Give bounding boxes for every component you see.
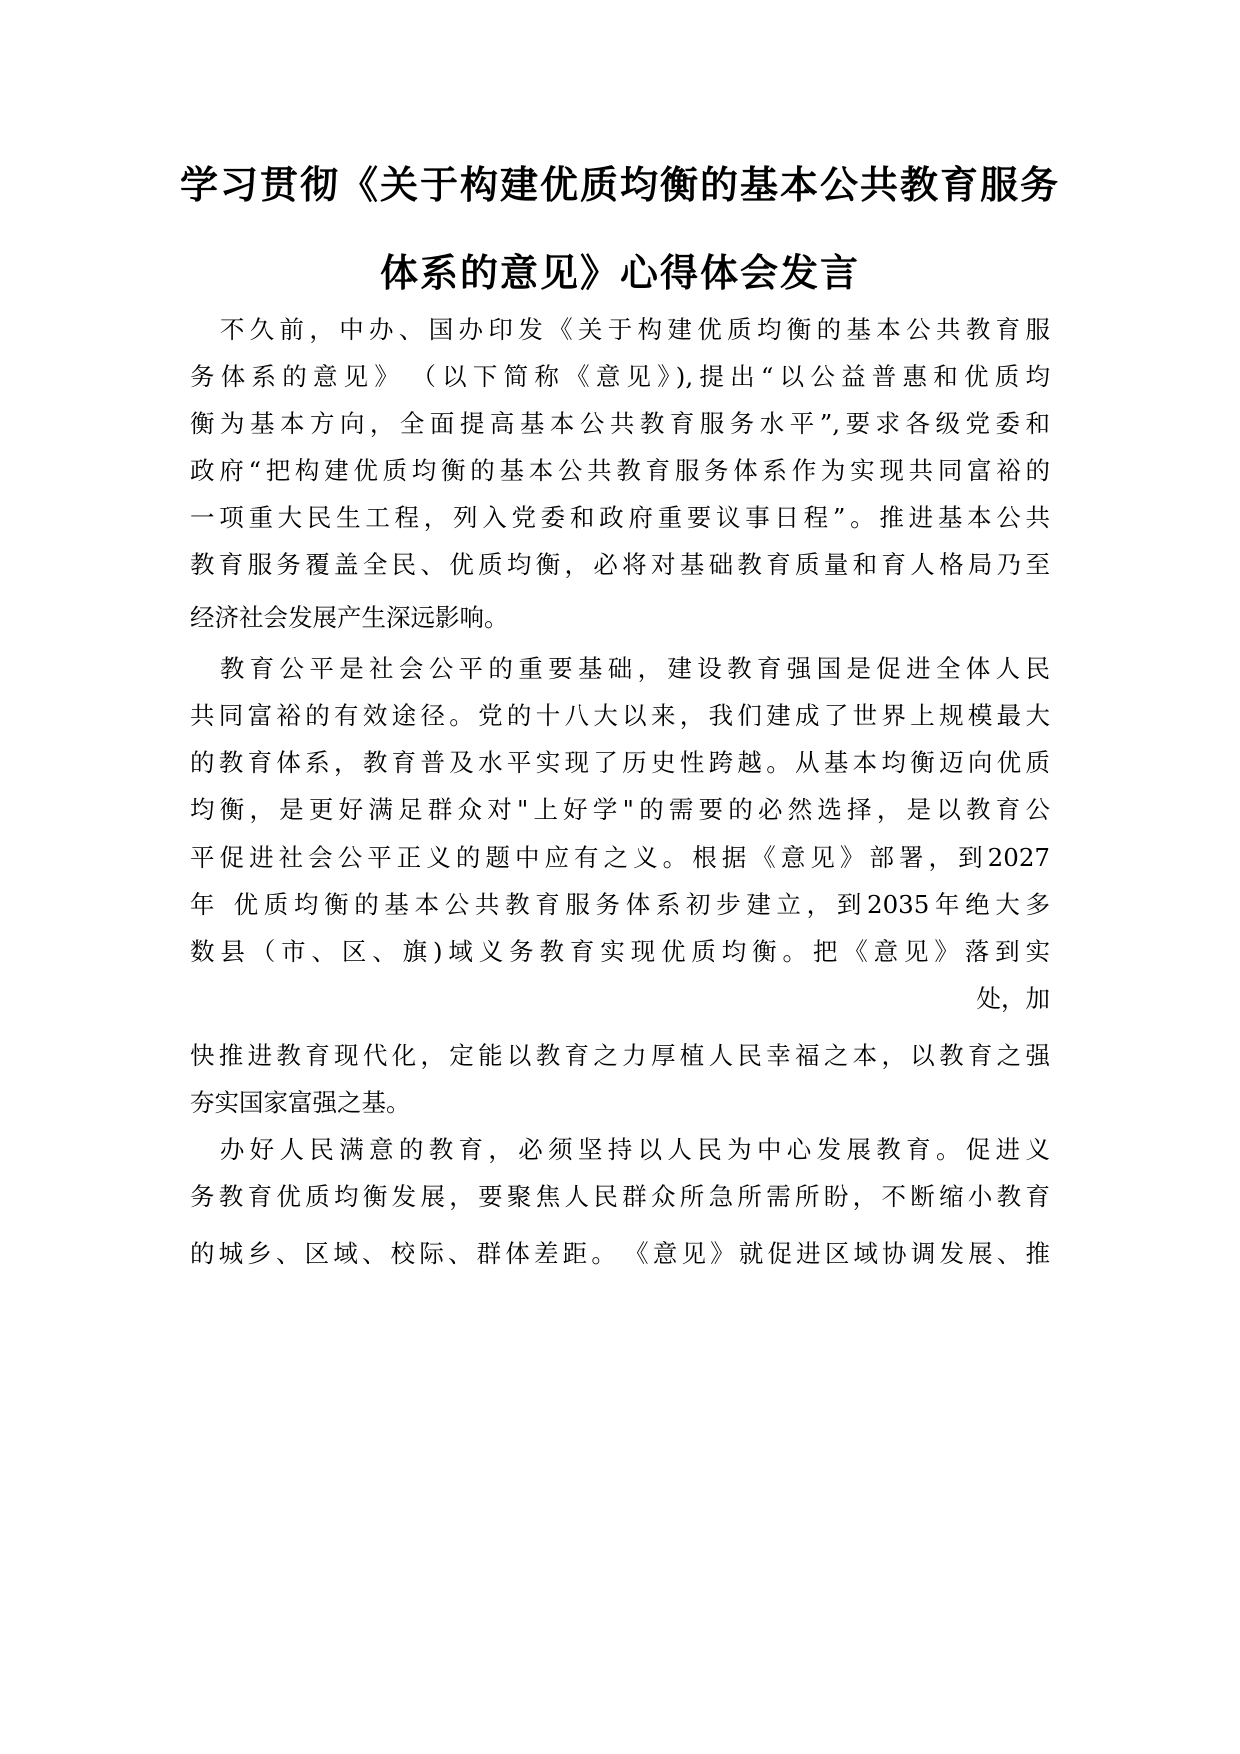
paragraph-2-line-5: 平促进社会公平正义的题中应有之义。根据《意见》部署，到2027 <box>190 843 1050 872</box>
paragraph-2-line-4: 均衡，是更好满足群众对"上好学"的需要的必然选择，是以教育公 <box>190 795 1050 824</box>
paragraph-1-line-4: 政府“把构建优质均衡的基本公共教育服务体系作为实现共同富裕的 <box>190 456 1050 485</box>
paragraph-2-line-1: 教育公平是社会公平的重要基础，建设教育强国是促进全体人民 <box>190 654 1050 683</box>
document-title-line-2: 体系的意见》心得体会发言 <box>379 250 860 295</box>
paragraph-1-line-5: 一项重大民生工程，列入党委和政府重要议事日程”。推进基本公共 <box>190 503 1050 532</box>
paragraph-2-line-10: 夯实国家富强之基。 <box>190 1088 411 1117</box>
paragraph-2-line-9: 快推进教育现代化，定能以教育之力厚植人民幸福之本，以教育之强 <box>190 1041 1050 1070</box>
paragraph-2-line-7: 数县（市、区、旗)域义务教育实现优质均衡。把《意见》落到实 <box>190 937 1050 966</box>
paragraph-1-line-6: 教育服务覆盖全民、优质均衡，必将对基础教育质量和育人格局乃至 <box>190 550 1050 579</box>
paragraph-1-line-3: 衡为基本方向，全面提高基本公共教育服务水平”,要求各级党委和 <box>190 409 1050 438</box>
paragraph-2-line-3: 的教育体系，教育普及水平实现了历史性跨越。从基本均衡迈向优质 <box>190 748 1050 777</box>
paragraph-3-line-1: 办好人民满意的教育，必须坚持以人民为中心发展教育。促进义 <box>190 1135 1050 1164</box>
paragraph-2-line-2: 共同富裕的有效途径。党的十八大以来，我们建成了世界上规模最大 <box>190 701 1050 730</box>
paragraph-1-line-7: 经济社会发展产生深远影响。 <box>190 603 509 632</box>
paragraph-1-line-1: 不久前，中办、国办印发《关于构建优质均衡的基本公共教育服 <box>190 315 1050 344</box>
paragraph-1-line-2: 务体系的意见》 （以下简称《意见》),提出“以公益普惠和优质均 <box>190 362 1050 391</box>
paragraph-3-line-3: 的城乡、区域、校际、群体差距。 《意见》就促进区域协调发展、推 <box>190 1239 1050 1268</box>
document-title-line-1: 学习贯彻《关于构建优质均衡的基本公共教育服务 <box>179 162 1060 207</box>
paragraph-2-line-8: 处，加 <box>976 984 1050 1013</box>
paragraph-3-line-2: 务教育优质均衡发展，要聚焦人民群众所急所需所盼，不断缩小教育 <box>190 1182 1050 1211</box>
paragraph-2-line-6: 年 优质均衡的基本公共教育服务体系初步建立，到2035年绝大多 <box>190 890 1050 919</box>
